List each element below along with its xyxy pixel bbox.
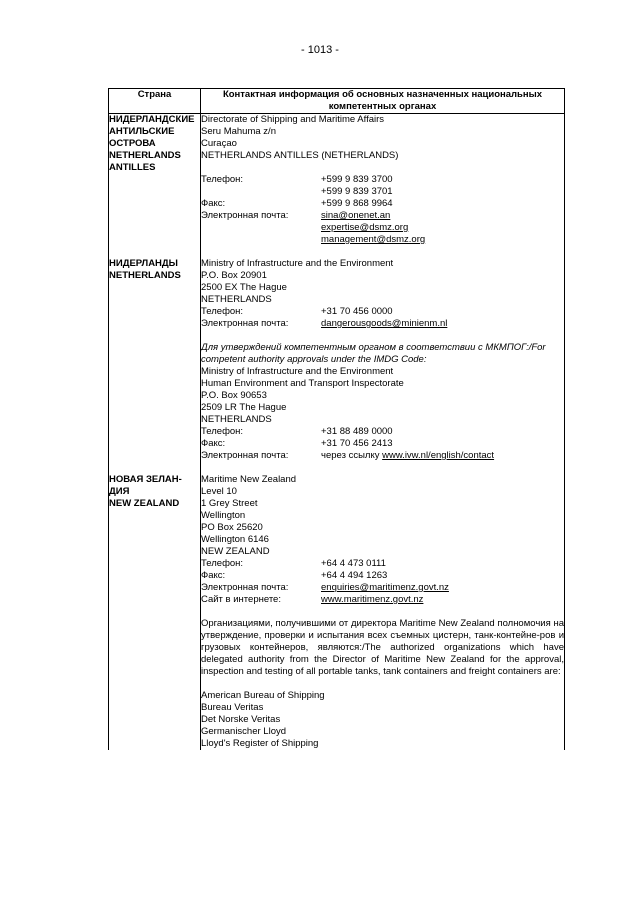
fax-label: Факс:: [201, 438, 226, 449]
country-name-line: NEW ZEALAND: [109, 498, 180, 509]
address-line: Ministry of Infrastructure and the Environment: [201, 258, 394, 269]
email-link[interactable]: sina@onenet.an: [321, 210, 391, 221]
address-line: Directorate of Shipping and Maritime Affairs: [201, 114, 385, 125]
fax-label: Факс:: [201, 570, 226, 581]
organization-item: Germanischer Lloyd: [201, 726, 287, 737]
delegation-paragraph: Организациями, получившими от директора Maritime New Zealand полномочия на утверждение, проверки и испытания всех съемных цистерн, танк-контейне-ров и грузовых контейнеров, являются:/The authorized organizations which have delegated authority from the Director of Maritime New Zealand for the approval, inspection and testing of all portable tanks, tank containers and freight containers are:: [201, 618, 564, 677]
address-line: Curaçao: [201, 138, 237, 149]
email-link[interactable]: expertise@dsmz.org: [321, 222, 409, 233]
table-row: [109, 114, 565, 259]
address-line: Human Environment and Transport Inspectorate: [201, 378, 404, 389]
country-name-line: НОВАЯ ЗЕЛАН-: [109, 474, 182, 485]
country-name-line: NETHERLANDS: [109, 270, 181, 281]
phone-label: Телефон:: [201, 426, 244, 437]
phone-label: Телефон:: [201, 558, 244, 569]
contact-link[interactable]: www.ivw.nl/english/contact: [382, 450, 495, 461]
country-name-line: ANTILLES: [109, 162, 156, 173]
address-line: Ministry of Infrastructure and the Environment: [201, 366, 394, 377]
fax-value: +64 4 494 1263: [321, 570, 388, 581]
page-number: - 1013 -: [301, 44, 339, 56]
organization-item: Lloyd's Register of Shipping: [201, 738, 319, 749]
phone-value: +599 9 839 3700: [321, 174, 393, 185]
address-line: Wellington 6146: [201, 534, 269, 545]
email-link[interactable]: enquiries@maritimenz.govt.nz: [321, 582, 449, 593]
address-line: NETHERLANDS: [201, 294, 272, 305]
country-name-line: ОСТРОВА: [109, 138, 156, 149]
email-label: Электронная почта:: [201, 450, 289, 461]
country-name-line: НИДЕРЛАНДСКИЕ: [109, 114, 195, 125]
country-name-line: ДИЯ: [109, 486, 130, 497]
organization-item: Bureau Veritas: [201, 702, 264, 713]
address-line: P.O. Box 90653: [201, 390, 267, 401]
fax-value: +31 70 456 2413: [321, 438, 393, 449]
imdg-note-line: competent authority approvals under the IMDG Code:: [201, 354, 427, 365]
country-cell-antilles: [109, 114, 201, 259]
table-header-row: [109, 89, 565, 114]
contacts-table: [108, 88, 565, 750]
phone-value: +31 70 456 0000: [321, 306, 393, 317]
fax-label: Факс:: [201, 198, 226, 209]
country-name-line: NETHERLANDS: [109, 150, 181, 161]
email-prefix: через ссылку: [321, 450, 383, 461]
email-link[interactable]: management@dsmz.org: [321, 234, 426, 245]
address-line: Maritime New Zealand: [201, 474, 297, 485]
phone-label: Телефон:: [201, 174, 244, 185]
organization-item: American Bureau of Shipping: [201, 690, 325, 701]
address-line: Wellington: [201, 510, 246, 521]
website-label: Сайт в интернете:: [201, 594, 281, 605]
address-line: Seru Mahuma z/n: [201, 126, 276, 137]
column-header-country: Страна: [109, 89, 201, 114]
address-line: 2500 EX The Hague: [201, 282, 287, 293]
column-header-info: Контактная информация об основных назначенных национальных компетентных органах: [201, 89, 565, 114]
country-name-line: АНТИЛЬСКИЕ: [109, 126, 175, 137]
website-link[interactable]: www.maritimenz.govt.nz: [321, 594, 424, 605]
address-line: PO Box 25620: [201, 522, 263, 533]
email-label: Электронная почта:: [201, 318, 289, 329]
address-line: NETHERLANDS ANTILLES (NETHERLANDS): [201, 150, 399, 161]
phone-value: +31 88 489 0000: [321, 426, 393, 437]
imdg-note-line: Для утверждений компетентным органом в соответствии с МКМПОГ:/For: [201, 342, 546, 353]
organization-item: Det Norske Veritas: [201, 714, 281, 725]
country-name-line: НИДЕРЛАНДЫ: [109, 258, 178, 269]
info-cell-antilles: [201, 114, 565, 259]
address-line: NETHERLANDS: [201, 414, 272, 425]
address-line: 1 Grey Street: [201, 498, 258, 509]
info-cell-newzealand: [201, 474, 565, 750]
country-cell-netherlands: [109, 258, 201, 474]
fax-value: +599 9 868 9964: [321, 198, 393, 209]
address-line: NEW ZEALAND: [201, 546, 270, 557]
email-label: Электронная почта:: [201, 582, 289, 593]
address-line: P.O. Box 20901: [201, 270, 267, 281]
country-cell-newzealand: [109, 474, 201, 750]
address-line: Level 10: [201, 486, 237, 497]
address-line: 2509 LR The Hague: [201, 402, 287, 413]
phone-value: +64 4 473 0111: [321, 558, 386, 569]
email-link[interactable]: dangerousgoods@minienm.nl: [321, 318, 448, 329]
table-row: [109, 258, 565, 474]
phone-value: +599 9 839 3701: [321, 186, 393, 197]
phone-label: Телефон:: [201, 306, 244, 317]
info-cell-netherlands: [201, 258, 565, 474]
table-row: [109, 474, 565, 750]
email-label: Электронная почта:: [201, 210, 289, 221]
